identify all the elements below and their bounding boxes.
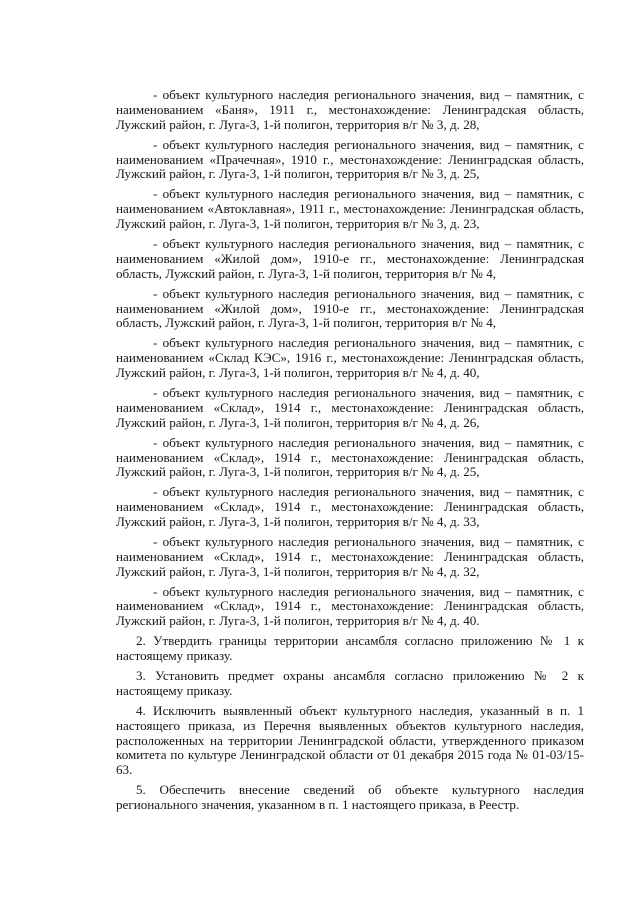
heritage-object-item: - объект культурного наследия регионального значения, вид – памятник, с наименованием «Склад», 1914 г., местонахождение: Ленинградская область, Лужский район, г. Луга-3, 1-й полигон, территория в/г № 4, д. 33, bbox=[116, 484, 584, 530]
order-clause-3: 3. Установить предмет охраны ансамбля согласно приложению № 2 к настоящему приказу. bbox=[116, 667, 584, 698]
heritage-object-item: - объект культурного наследия регионального значения, вид – памятник, с наименованием «Склад КЭС», 1916 г., местонахождение: Ленинградская область, Лужский район, г. Луга-3, 1-й полигон, территория в/г № 4, д. 40, bbox=[116, 335, 584, 381]
heritage-object-item: - объект культурного наследия регионального значения, вид – памятник, с наименованием «Баня», 1911 г., местонахождение: Ленинградская область, Лужский район, г. Луга-3, 1-й полигон, территория в/г № 3, д. 28, bbox=[116, 87, 584, 132]
heritage-object-item: - объект культурного наследия регионального значения, вид – памятник, с наименованием «Склад», 1914 г., местонахождение: Ленинградская область, Лужский район, г. Луга-3, 1-й полигон, территория в/г № 4, д. 32, bbox=[116, 533, 584, 579]
heritage-object-item: - объект культурного наследия регионального значения, вид – памятник, с наименованием «Жилой дом», 1910-е гг., местонахождение: Ленинградская область, Лужский район, г. Луга-3, 1-й полигон, территория в/г № 4, bbox=[116, 285, 584, 331]
order-clause-5: 5. Обеспечить внесение сведений об объекте культурного наследия регионального значения, указанном в п. 1 настоящего приказа, в Реестр. bbox=[116, 782, 584, 813]
heritage-object-item: - объект культурного наследия регионального значения, вид – памятник, с наименованием «Склад», 1914 г., местонахождение: Ленинградская область, Лужский район, г. Луга-3, 1-й полигон, территория в/г № 4, д. 40. bbox=[116, 583, 584, 629]
order-clause-4: 4. Исключить выявленный объект культурного наследия, указанный в п. 1 настоящего приказа, из Перечня выявленных объектов культурного наследия, расположенных на территории Ленинградской области, утвержденного приказом комитета по культуре Ленинградской области от 01 декабря 2015 года № 01-03/15-63. bbox=[116, 702, 584, 778]
heritage-object-item: - объект культурного наследия регионального значения, вид – памятник, с наименованием «Жилой дом», 1910-е гг., местонахождение: Ленинградская область, Лужский район, г. Луга-3, 1-й полигон, территория в/г № 4, bbox=[116, 235, 584, 281]
order-clause-2: 2. Утвердить границы территории ансамбля согласно приложению № 1 к настоящему приказу. bbox=[116, 633, 584, 664]
document-body bbox=[116, 88, 584, 813]
heritage-object-item: - объект культурного наследия регионального значения, вид – памятник, с наименованием «Склад», 1914 г., местонахождение: Ленинградская область, Лужский район, г. Луга-3, 1-й полигон, территория в/г № 4, д. 25, bbox=[116, 434, 584, 480]
heritage-object-item: - объект культурного наследия регионального значения, вид – памятник, с наименованием «Автоклавная», 1911 г., местонахождение: Ленинградская область, Лужский район, г. Луга-3, 1-й полигон, территория в/г № 3, д. 23, bbox=[116, 186, 584, 232]
heritage-object-item: - объект культурного наследия регионального значения, вид – памятник, с наименованием «Склад», 1914 г., местонахождение: Ленинградская область, Лужский район, г. Луга-3, 1-й полигон, территория в/г № 4, д. 26, bbox=[116, 384, 584, 430]
heritage-object-item: - объект культурного наследия регионального значения, вид – памятник, с наименованием «Прачечная», 1910 г., местонахождение: Ленинградская область, Лужский район, г. Луга-3, 1-й полигон, территория в/г № 3, д. 25, bbox=[116, 136, 584, 182]
